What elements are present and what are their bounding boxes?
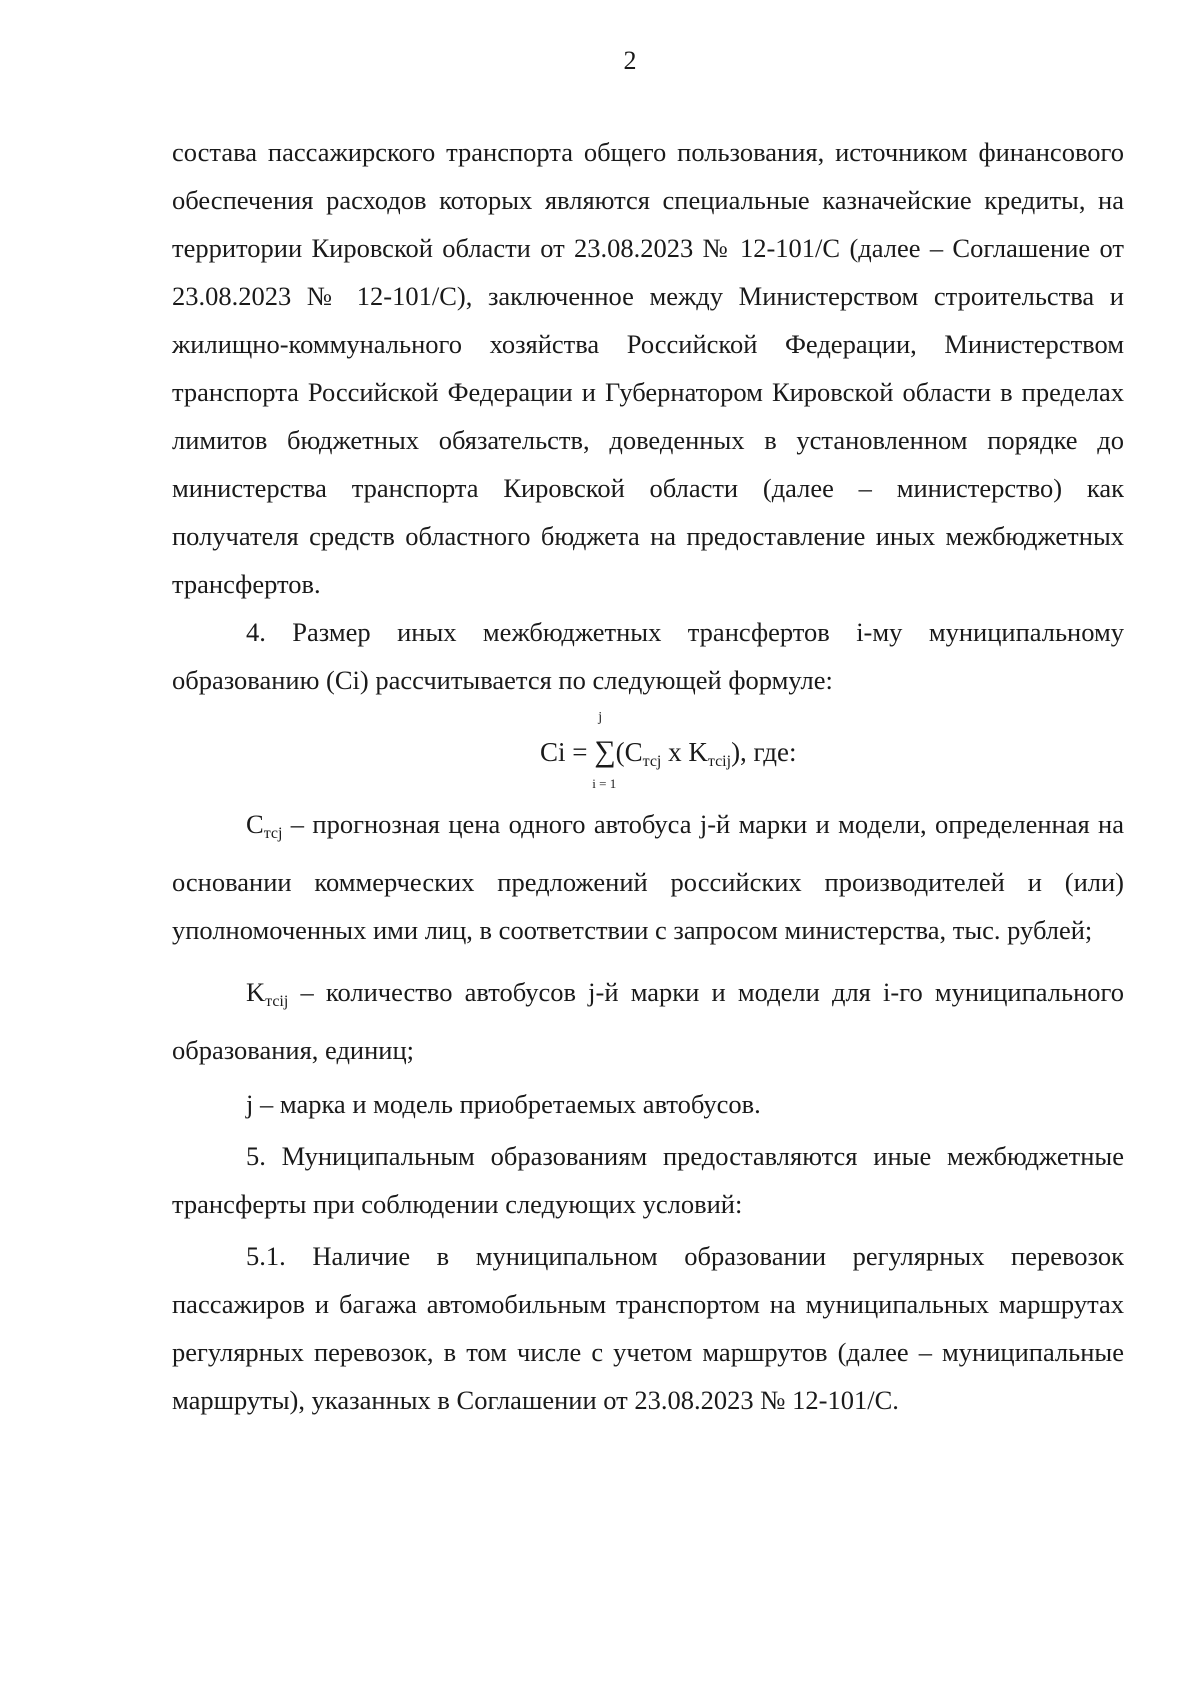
paragraph-5-1: 5.1. Наличие в муниципальном образовании регулярных перевозок пассажиров и багажа автомобильным транспортом на муниципальных маршрутах регулярных перевозок, в том числе с учетом маршрутов (далее – муниципальные маршруты), указанных в Соглашении от 23.08.2023 № 12-101/С. [172, 1241, 1124, 1415]
paragraph-continuation: состава пассажирского транспорта общего пользования, источником финансового обеспечения расходов которых являются специальные казначейские кредиты, на территории Кировской области от 23.08.2023 № 12-101/С (далее – Соглашение от 23.08.2023 № 12-101/С), заключенное между Министерством строительства и жилищно-коммунального хозяйства Российской Федерации, Министерством транспорта Российской Федерации и Губернатором Кировской области в пределах лимитов бюджетных обязательств, доведенных в установленном порядке до министерства транспорта Кировской области (далее – министерство) как получателя средств областного бюджета на предоставление иных межбюджетных трансфертов. [172, 137, 1124, 599]
definition-j: j – марка и модель приобретаемых автобусов. [246, 1089, 761, 1119]
sigma-upper-limit: j [598, 710, 603, 725]
formula-open: (C [615, 737, 643, 767]
document-body [172, 128, 1124, 1424]
paragraph-5: 5. Муниципальным образованиям предоставляются иные межбюджетные трансферты при соблюдении следующих условий: [172, 1141, 1124, 1219]
definition-c [172, 800, 1124, 954]
definition-c-symbol: C [246, 809, 264, 839]
sigma-lower-limit: i = 1 [592, 776, 617, 791]
definition-c-subscript: тсj [263, 825, 283, 842]
sigma-glyph: ∑ [594, 735, 616, 768]
definition-k-symbol: K [246, 977, 266, 1007]
sigma-symbol [592, 710, 617, 791]
formula-c-subscript: тсj [642, 753, 662, 770]
definition-k-subscript: тсij [265, 993, 289, 1010]
formula-lhs: Ci = [540, 737, 595, 767]
page-number: 2 [623, 46, 637, 75]
paragraph-4: 4. Размер иных межбюджетных трансфертов i-му муниципальному образованию (Ci) рассчитывается по следующей формуле: [172, 617, 1124, 695]
formula-k-subscript: тсij [707, 753, 732, 770]
formula-mid: х K [661, 737, 708, 767]
definition-c-text: – прогнозная цена одного автобуса j-й марки и модели, определенная на основании коммерческих предложений российских производителей и (или) уполномоченных ими лиц, в соответствии с запросом министерства, тыс. рублей; [172, 809, 1124, 945]
formula-tail: ), где: [731, 737, 797, 767]
formula-expression [540, 710, 797, 791]
formula [172, 704, 1124, 800]
definition-k-text: – количество автобусов j-й марки и модели для i-го муниципального образования, единиц; [172, 977, 1124, 1065]
definition-k [172, 968, 1124, 1074]
